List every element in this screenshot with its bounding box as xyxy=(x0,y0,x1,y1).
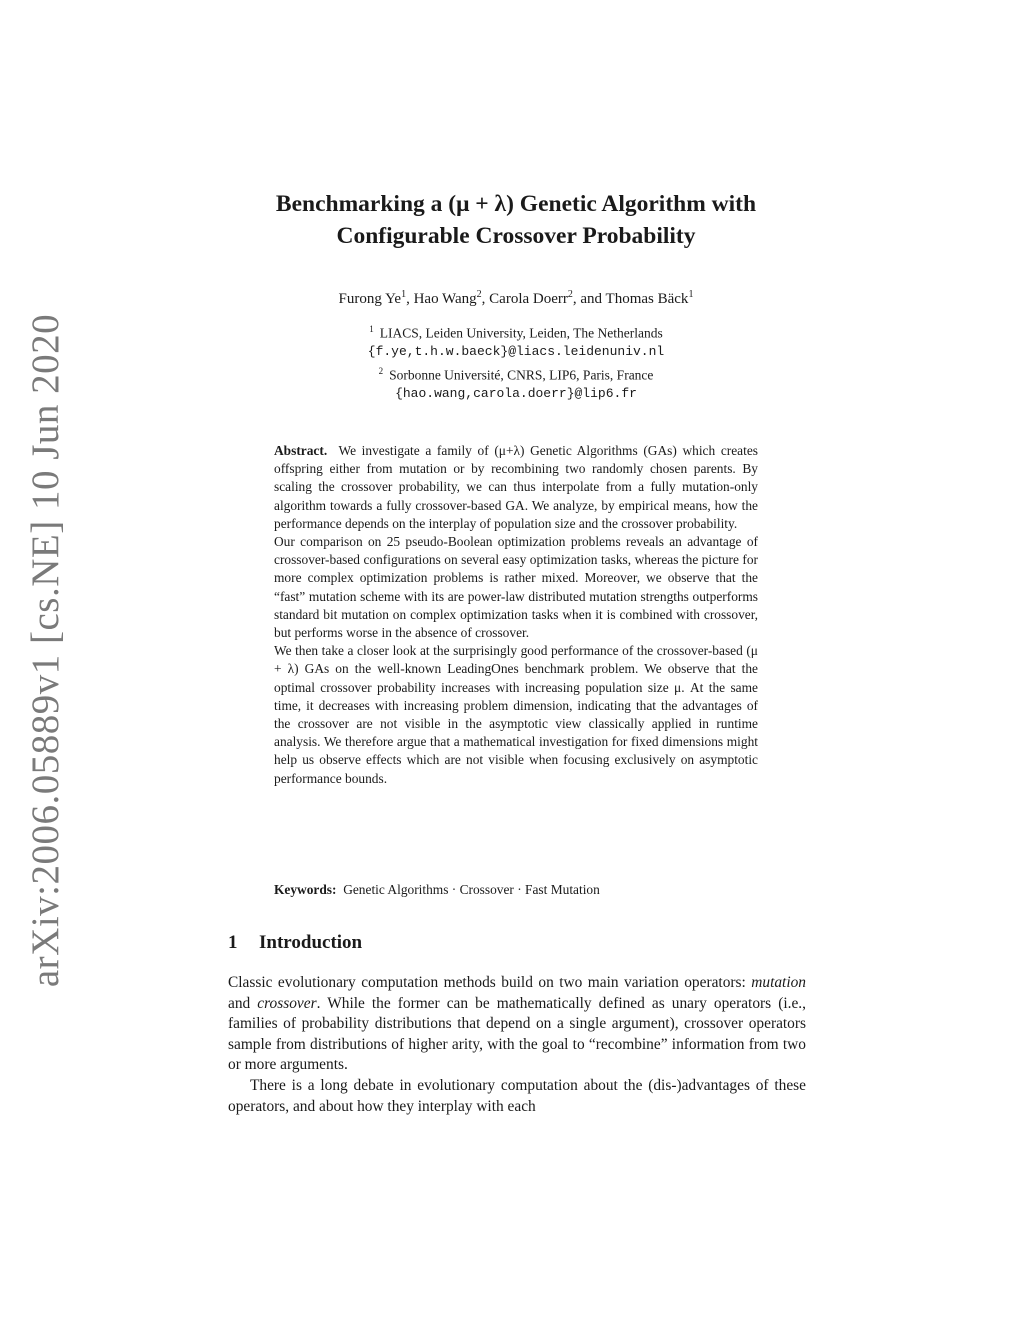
affiliation-1 xyxy=(210,320,822,343)
author-separator: , and xyxy=(572,291,606,307)
author: Hao Wang xyxy=(413,291,477,307)
section-title: Introduction xyxy=(259,932,363,953)
author-affiliation-mark: 2 xyxy=(476,289,482,300)
affiliation-1-email: {f.ye,t.h.w.baeck}@liacs.leidenuniv.nl xyxy=(367,344,665,359)
body-text-segment: Classic evolutionary computation methods build on two main variation operators: xyxy=(228,974,752,991)
abstract-paragraph-3: We then take a closer look at the surprisingly good performance of the crossover-based (μ + λ) GAs on the well-known LeadingOnes benchmark problem. We observe that the optimal crossover probability increases with increasing population size μ. At the same time, it decreases with increasing problem dimension, indicating that the advantages of the crossover are not visible in the asymptotic view classically applied in runtime analysis. We therefore argue that a mathematical investigation for fixed dimensions might help us observe effects which are not visible when focusing exclusively on asymptotic performance bounds. xyxy=(274,643,758,786)
author-list xyxy=(210,285,822,309)
body-text-segment: and xyxy=(228,994,258,1012)
arxiv-identifier-text: arXiv:2006.05889v1 [cs.NE] 10 Jun 2020 xyxy=(24,313,68,987)
paper-title xyxy=(210,188,822,252)
abstract-paragraph-1 xyxy=(274,442,758,533)
title-line-2: Configurable Crossover Probability xyxy=(336,223,696,249)
abstract-paragraph-2: Our comparison on 25 pseudo-Boolean optimization problems reveals an advantage of crossover-based configurations on several easy optimization tasks, whereas the picture for more complex optimization problems is rather mixed. Moreover, we observe that the “fast” mutation scheme with its are power-law distributed mutation strengths outperforms standard bit mutation on complex optimization tasks when it is combined with crossover, but performs worse in the absence of crossover. xyxy=(274,534,758,641)
author-affiliation-mark: 1 xyxy=(401,289,407,300)
affiliation-number: 1 xyxy=(369,324,374,334)
author-separator: , xyxy=(406,291,414,307)
abstract-label: Abstract. xyxy=(274,443,328,458)
affiliation-text: Sorbonne Université, CNRS, LIP6, Paris, France xyxy=(389,367,654,382)
body-text xyxy=(228,973,806,1117)
keywords xyxy=(274,881,758,899)
abstract-text-1: We investigate a family of (μ+λ) Genetic Algorithms (GAs) which creates offspring either from mutation or by recombining two randomly chosen parents. By scaling the crossover probability, we can thus interpolate from a fully mutation-only algorithm towards a fully crossover-based GA. We analyze, by empirical means, how the performance depends on the interplay of population size and the crossover probability. xyxy=(274,443,758,531)
author-separator: , xyxy=(481,291,490,307)
affiliation-2 xyxy=(210,362,822,385)
body-paragraph-2: There is a long debate in evolutionary computation about the (dis-)advantages of these operators, and about how they interplay with each xyxy=(228,1076,806,1115)
affiliation-2-email: {hao.wang,carola.doerr}@lip6.fr xyxy=(395,385,637,401)
body-emphasis-crossover: crossover xyxy=(257,994,317,1012)
keywords-text: Genetic Algorithms · Crossover · Fast Mutation xyxy=(343,882,600,897)
affiliation-text: LIACS, Leiden University, Leiden, The Netherlands xyxy=(379,325,663,341)
title-line-1: Benchmarking a (μ + λ) Genetic Algorithm with xyxy=(275,191,757,217)
affiliation-number: 2 xyxy=(378,365,384,376)
abstract xyxy=(274,442,758,788)
arxiv-identifier-stamp xyxy=(20,313,72,987)
body-paragraph-1 xyxy=(228,973,806,1076)
body-text-segment: . While the former can be mathematically defined as unary operators (i.e., families of probability distributions that depend on a single argument), crossover operators sample from distributions of higher arity, with the goal to “recombine” information from two or more arguments. xyxy=(228,994,806,1074)
author-affiliation-mark: 2 xyxy=(567,289,573,300)
keywords-label: Keywords: xyxy=(274,882,337,897)
author: Thomas Bäck xyxy=(605,291,689,307)
affiliations xyxy=(210,320,822,403)
author: Furong Ye xyxy=(338,291,402,307)
author: Carola Doerr xyxy=(489,291,568,307)
body-emphasis-mutation: mutation xyxy=(751,974,806,991)
section-number: 1 xyxy=(228,932,238,953)
section-heading xyxy=(228,931,362,955)
author-affiliation-mark: 1 xyxy=(688,289,694,300)
